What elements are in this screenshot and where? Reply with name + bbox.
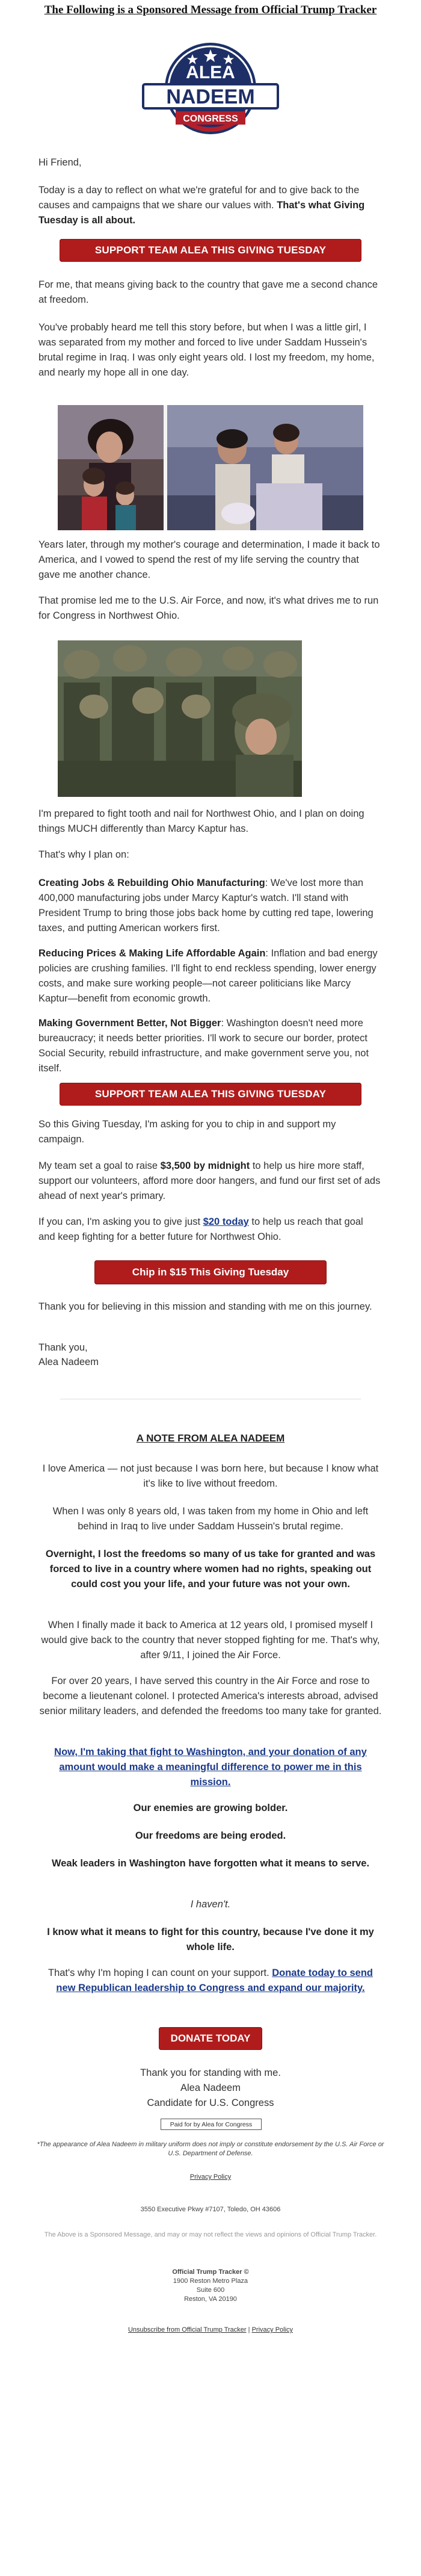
greeting: Hi Friend, (38, 157, 82, 168)
logo-graphic (126, 31, 295, 152)
paragraph-give (38, 1215, 381, 1245)
note-paragraph-7: Our enemies are growing bolder. (133, 1803, 288, 1813)
donate-button[interactable]: DONATE TODAY (159, 2027, 262, 2050)
paragraph-fight: I'm prepared to fight tooth and nail for Northwest Ohio, and I plan on doing things MUCH differently than Marcy Kaptur has. (38, 808, 364, 834)
logo-line2: NADEEM (166, 85, 255, 108)
plan-prices-title: Reducing Prices & Making Life Affordable Again (38, 948, 266, 959)
note-paragraph-5: For over 20 years, I have served this country in the Air Force and rose to become a lieutenant colonel. I protected America's interests abroad, advised senior military leaders, and defended the freedoms too many take for granted. (39, 1676, 382, 1717)
give-text-b: to help us reach that goal and keep fighting for a better future for Northwest Ohio. (38, 1216, 363, 1242)
org-address-2: Suite 600 (196, 2287, 225, 2294)
signature: Alea Nadeem (38, 1357, 99, 1367)
goal-text-a: My team set a goal to raise (38, 1160, 161, 1171)
plan-jobs-title: Creating Jobs & Rebuilding Ohio Manufacturing (38, 878, 265, 888)
signoff: Thank you, (38, 1342, 88, 1353)
sponsored-note: The Above is a Sponsored Message, and may or may not reflect the views and opinions of Official Trump Tracker. (44, 2231, 377, 2238)
donate-today-link[interactable]: Donate today to send new Republican leadership to Congress and expand our majority. (56, 1968, 373, 1993)
sponsor-banner: The Following is a Sponsored Message from Official Trump Tracker (44, 4, 377, 16)
give-text-a: If you can, I'm asking you to give just (38, 1216, 203, 1227)
goal-amount: $3,500 by midnight (160, 1160, 250, 1171)
note-heading: A NOTE FROM ALEA NADEEM (136, 1432, 285, 1444)
paragraph-plan-intro: That's why I plan on: (38, 849, 129, 860)
unsubscribe-link[interactable]: Unsubscribe from Official Trump Tracker (128, 2326, 247, 2333)
plan-jobs (38, 876, 381, 936)
goal-text-c: to help us hire more staff, support our volunteers, afford more door hangers, and fund our first set of ads ahead of next year's primary. (38, 1160, 381, 1201)
note-donation-link[interactable]: Now, I'm taking that fight to Washington, and your donation of any amount would make a meaningful difference to power me in this mission. (54, 1747, 367, 1788)
chip-in-button[interactable]: Chip in $15 This Giving Tuesday (94, 1260, 327, 1284)
note-paragraph-1: I love America — not just because I was born here, but because I know what it's like to live without freedom. (42, 1463, 379, 1489)
note-paragraph-9: Weak leaders in Washington have forgotten what it means to serve. (51, 1858, 370, 1869)
footer-privacy-link[interactable]: Privacy Policy (251, 2326, 293, 2333)
support-button-1[interactable]: SUPPORT TEAM ALEA THIS GIVING TUESDAY (60, 239, 361, 262)
privacy-row (36, 2173, 385, 2182)
military-photo (58, 640, 302, 797)
note-paragraph-2: When I was only 8 years old, I was taken from my home in Ohio and left behind in Iraq to live under Saddam Hussein's brutal regime. (52, 1506, 369, 1532)
note-12-text: That's why I'm hoping I can count on your support. (48, 1968, 272, 1978)
plan-prices-text: : Inflation and bad energy policies are crushing families. I'll fight to end reckless spending, lower energy costs, and make sure working people—not career politicians like Marcy Kaptur—benefit from economic growth. (38, 948, 378, 1004)
privacy-link[interactable]: Privacy Policy (189, 2173, 232, 2181)
note-paragraph-10: I haven't. (190, 1899, 231, 1910)
close-name: Alea Nadeem (180, 2082, 241, 2093)
note-paragraph-8: Our freedoms are being eroded. (135, 1830, 286, 1841)
paragraph-return: Years later, through my mother's courage and determination, I made it back to America, and I vowed to spend the rest of my life serving the country that gave me another chance. (38, 539, 380, 580)
plan-government-title: Making Government Better, Not Bigger (38, 1018, 221, 1029)
note-paragraph-4: When I finally made it back to America at 12 years old, I promised myself I would give back to the country that never stopped fighting for me. That's why, after 9/11, I joined the Air Force. (41, 1620, 380, 1661)
org-name: Official Trump Tracker © (172, 2268, 249, 2276)
paragraph-story: You've probably heard me tell this story before, but when I was a little girl, I was separated from my mother and forced to live under Saddam Hussein's brutal regime in Iraq. I was only eight years old. I lost my freedom, my home, and nearly my hope all in one day. (38, 322, 375, 378)
plan-jobs-text: : We've lost more than 400,000 manufacturing jobs under Marcy Kaptur's watch. I'll stand with President Trump to bring those jobs back home by cutting red tape, lowering taxes, and putting American workers first. (38, 878, 373, 933)
close-thanks: Thank you for standing with me. (140, 2067, 281, 2078)
logo-line3: CONGRESS (183, 114, 238, 124)
org-address-1: 1900 Reston Metro Plaza (173, 2277, 248, 2285)
org-address-3: Reston, VA 20190 (184, 2296, 237, 2303)
plan-government (38, 1016, 381, 1076)
paragraph-second-chance: For me, that means giving back to the country that gave me a second chance at freedom. (38, 279, 378, 305)
footer-separator: | (246, 2326, 252, 2333)
close-title: Candidate for U.S. Congress (147, 2098, 274, 2108)
childhood-photos (58, 405, 363, 530)
note-paragraph-3: Overnight, I lost the freedoms so many of us take for granted and was forced to live in a country where women had no rights, speaking out could cost you your life, and your future was not your own. (45, 1549, 376, 1590)
paragraph-ask: So this Giving Tuesday, I'm asking for you to chip in and support my campaign. (38, 1119, 336, 1145)
support-button-2[interactable]: SUPPORT TEAM ALEA THIS GIVING TUESDAY (60, 1083, 361, 1106)
plan-prices (38, 946, 381, 1006)
paragraph-goal (38, 1159, 381, 1204)
logo-line1: ALEA (186, 63, 235, 82)
give-20-link[interactable]: $20 today (203, 1216, 249, 1227)
plan-government-text: : Washington doesn't need more bureaucracy; it needs better priorities. I'll work to secure our border, protect Social Security, rebuild infrastructure, and make government serve you, not itself. (38, 1018, 369, 1074)
campaign-address: 3550 Executive Pkwy #7107, Toledo, OH 43606 (140, 2206, 281, 2213)
paragraph-intro (38, 183, 381, 228)
intro-bold: That's what Giving Tuesday is all about. (38, 200, 365, 226)
note-paragraph-12 (38, 1966, 383, 1996)
intro-text: Today is a day to reflect on what we're grateful for and to give back to the causes and campaigns that we share our values with. (38, 185, 360, 211)
unsubscribe-row (36, 2326, 385, 2335)
military-disclaimer: *The appearance of Alea Nadeem in military uniform does not imply or constitute endorsement by the U.S. Air Force or U.S. Department of Defense. (37, 2141, 384, 2157)
paragraph-thanks: Thank you for believing in this mission and standing with me on this journey. (38, 1301, 372, 1312)
note-paragraph-11: I know what it means to fight for this country, because I've done it my whole life. (47, 1927, 374, 1952)
campaign-logo (126, 31, 295, 152)
paragraph-air-force: That promise led me to the U.S. Air Force, and now, it's what drives me to run for Congress in Northwest Ohio. (38, 595, 379, 621)
paid-for-box: Paid for by Alea for Congress (161, 2119, 262, 2130)
